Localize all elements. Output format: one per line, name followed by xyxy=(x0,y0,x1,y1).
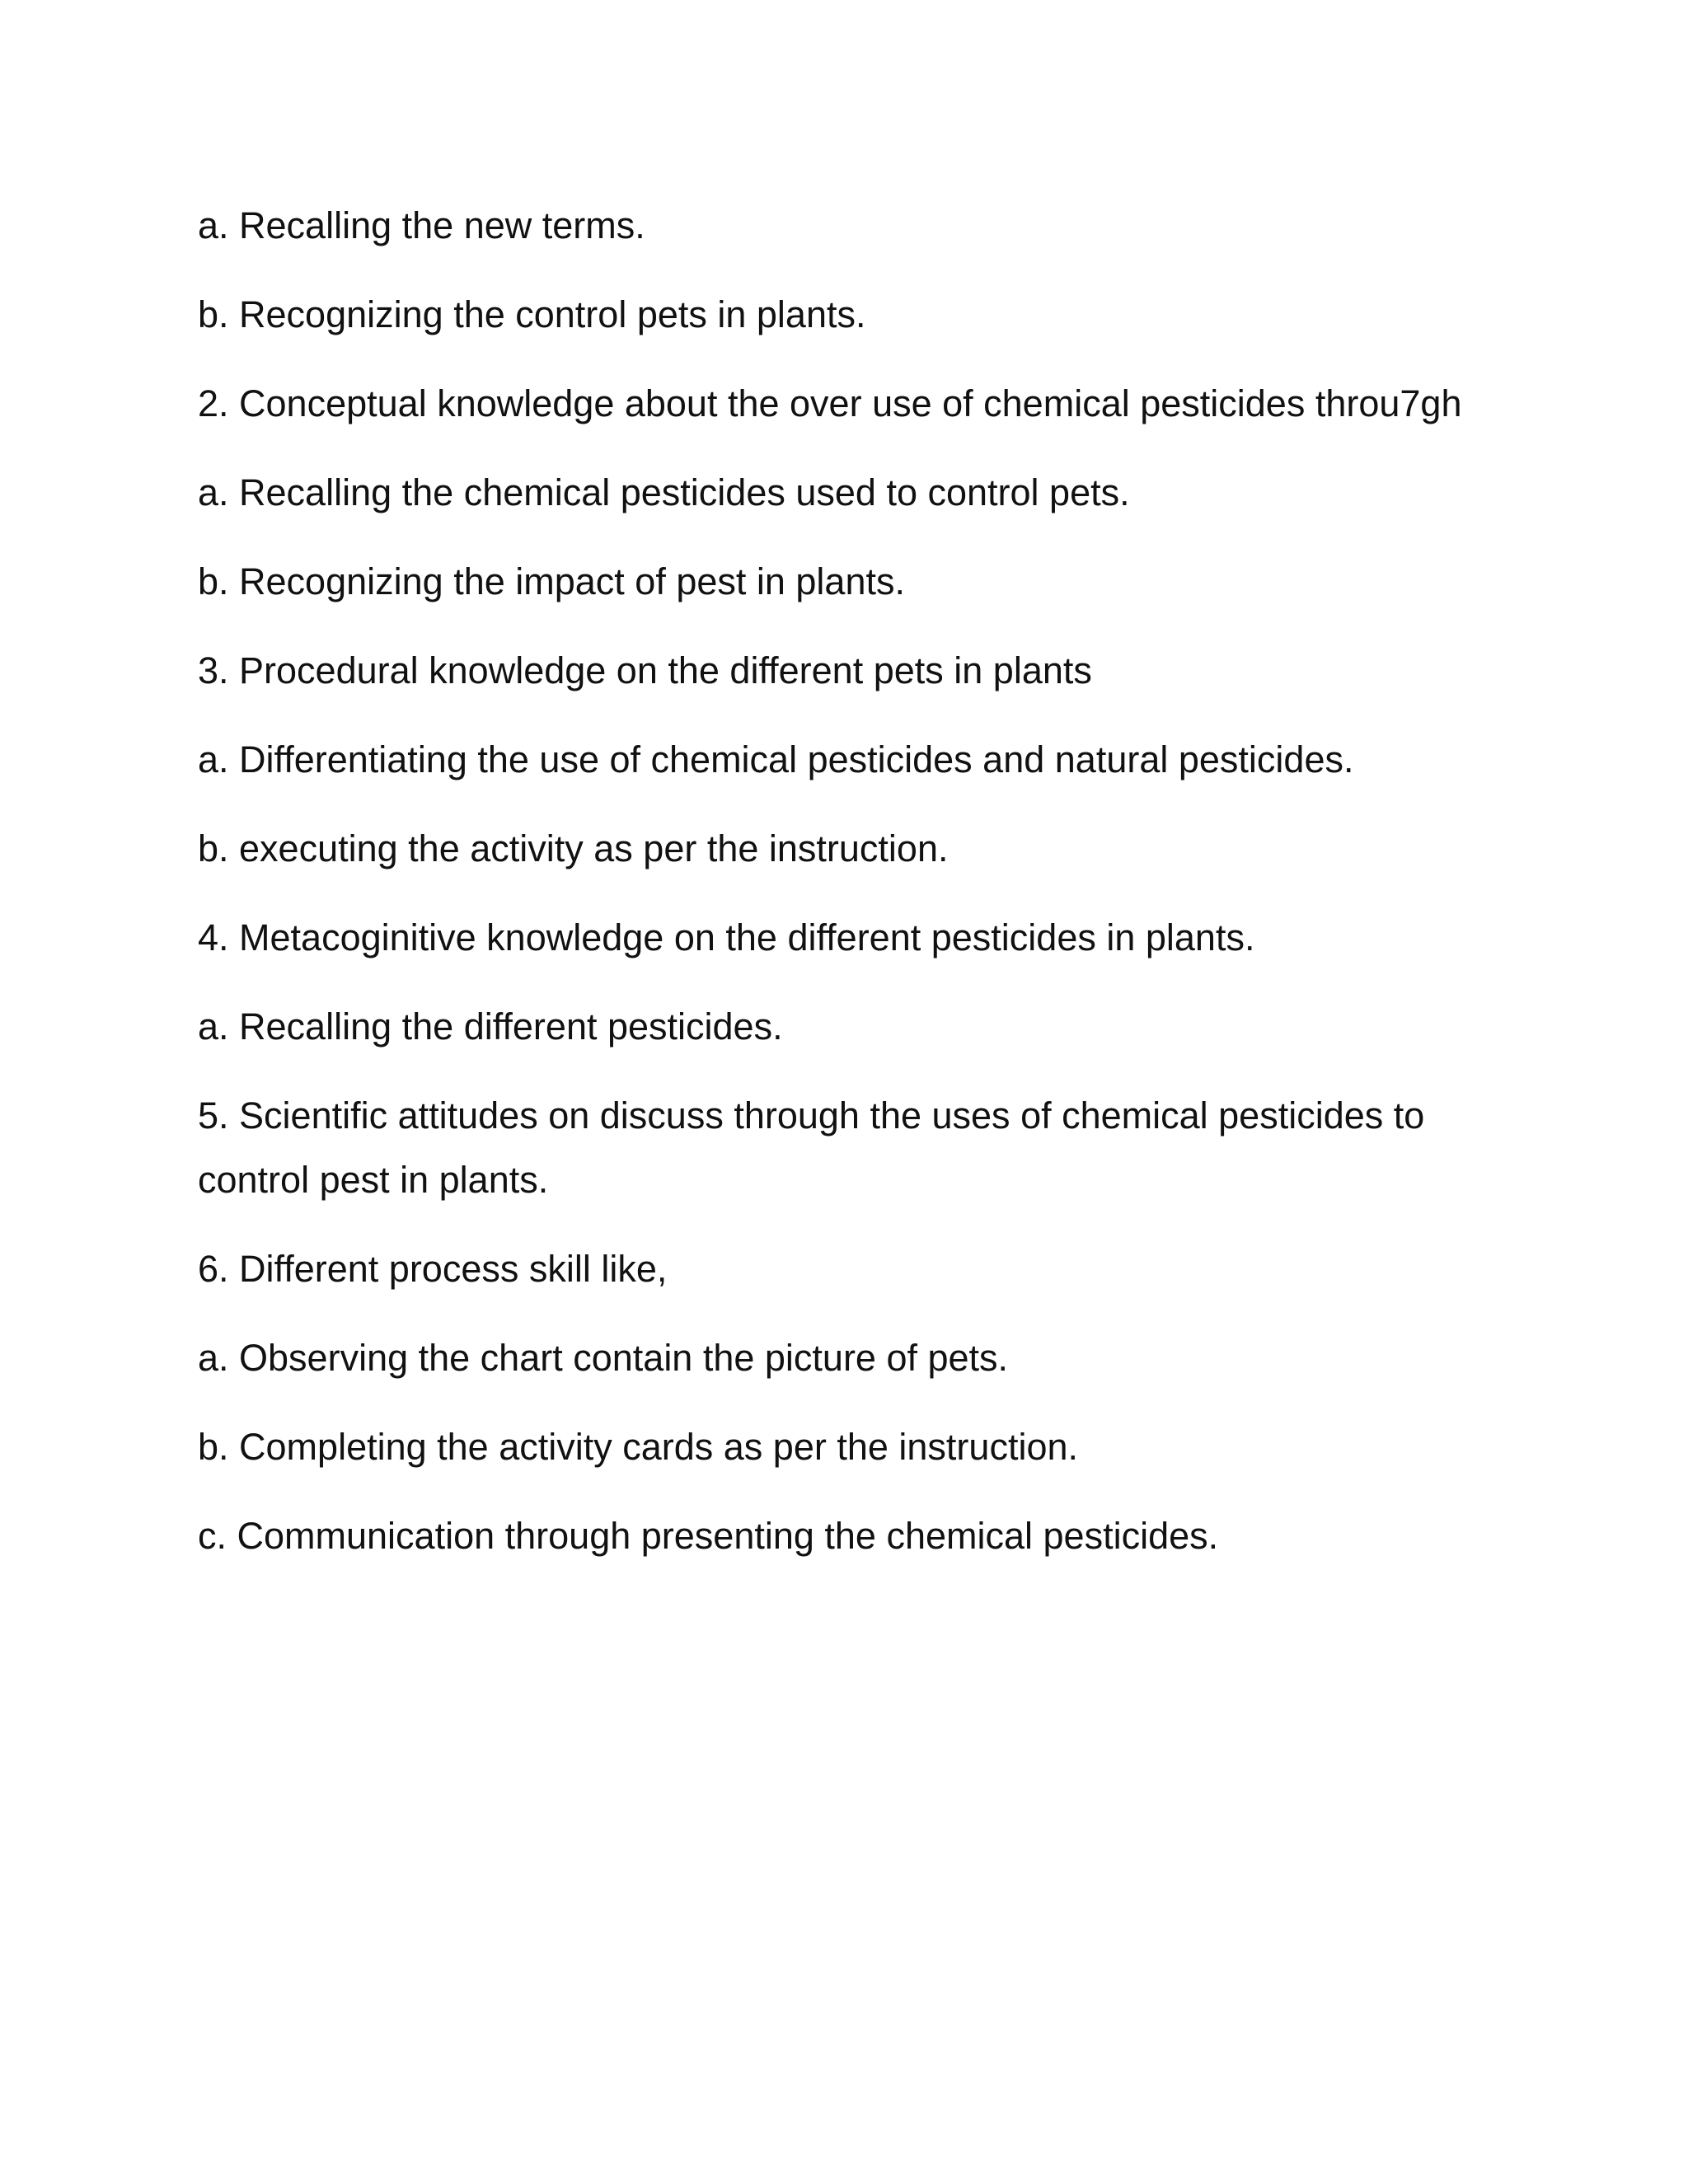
paragraph-recognizing-control-pets: b. Recognizing the control pets in plants. xyxy=(198,293,866,335)
paragraph-recalling-chemical-pesticides: a. Recalling the chemical pesticides used to control pets. xyxy=(198,471,1130,513)
paragraph-conceptual-knowledge: 2. Conceptual knowledge about the over use of chemical pesticides throu7gh xyxy=(198,382,1462,424)
paragraph-metacognitive-knowledge: 4. Metacoginitive knowledge on the different pesticides in plants. xyxy=(198,916,1255,958)
paragraph-observing-chart: a. Observing the chart contain the picture of pets. xyxy=(198,1337,1009,1379)
paragraph-recalling-new-terms: a. Recalling the new terms. xyxy=(198,204,645,246)
paragraph-communication: c. Communication through presenting the chemical pesticides. xyxy=(198,1515,1219,1557)
paragraph-executing-activity: b. executing the activity as per the instruction. xyxy=(198,827,949,869)
paragraph-differentiating: a. Differentiating the use of chemical pesticides and natural pesticides. xyxy=(198,738,1354,780)
paragraph-completing-activity-cards: b. Completing the activity cards as per the instruction. xyxy=(198,1426,1079,1468)
paragraph-recalling-different-pesticides: a. Recalling the different pesticides. xyxy=(198,1005,783,1047)
paragraph-process-skill: 6. Different process skill like, xyxy=(198,1248,668,1290)
paragraph-recognizing-impact: b. Recognizing the impact of pest in plants. xyxy=(198,560,905,602)
document-body xyxy=(198,194,1533,1568)
paragraph-scientific-attitudes: 5. Scientific attitudes on discuss through the uses of chemical pesticides to control pest in plants. xyxy=(198,1094,1425,1201)
paragraph-procedural-knowledge: 3. Procedural knowledge on the different pets in plants xyxy=(198,649,1092,691)
